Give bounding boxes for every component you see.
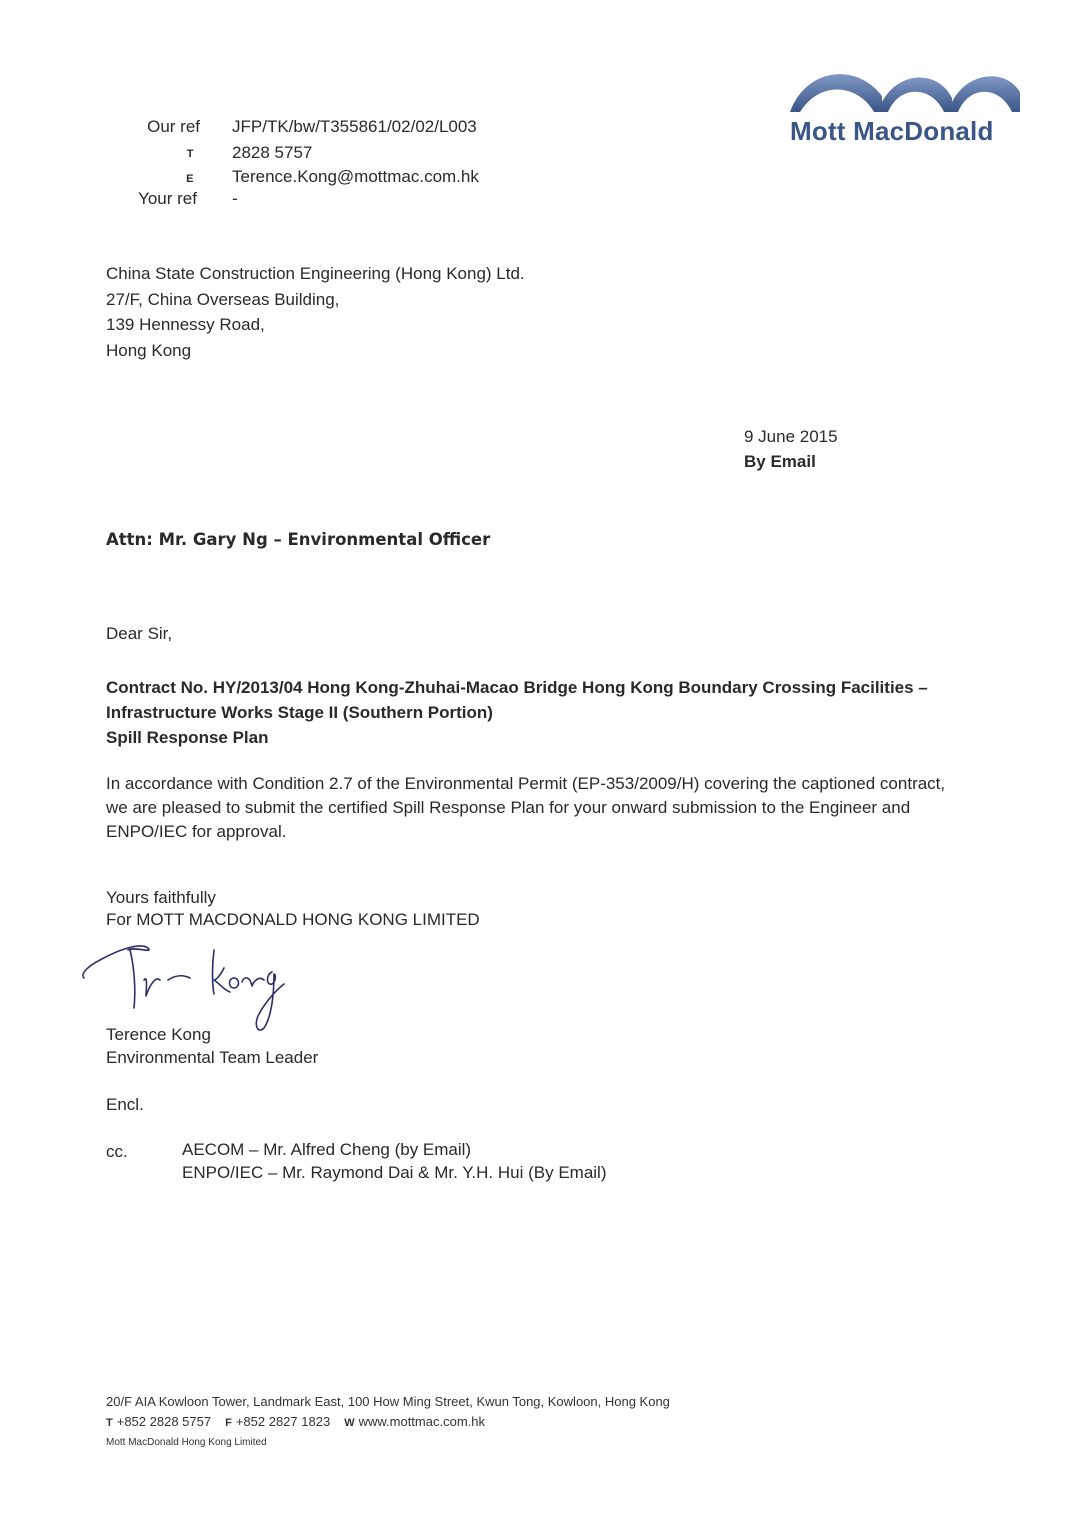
recipient-line: 27/F, China Overseas Building, — [106, 290, 340, 309]
footer-web-label: W — [344, 1417, 355, 1429]
footer-fax-label: F — [225, 1417, 232, 1429]
letter-date: 9 June 2015 — [744, 427, 838, 446]
footer-address: 20/F AIA Kowloon Tower, Landmark East, 100 How Ming Street, Kwun Tong, Kowloon, Hong Kong — [106, 1394, 670, 1409]
closing-company: For MOTT MACDONALD HONG KONG LIMITED — [106, 910, 480, 929]
cc-line: ENPO/IEC – Mr. Raymond Dai & Mr. Y.H. Hui (By Email) — [182, 1163, 607, 1182]
subject-line: Spill Response Plan — [106, 728, 269, 747]
our-ref-value: JFP/TK/bw/T355861/02/02/L003 — [232, 117, 477, 136]
company-logo-text: Mott MacDonald — [790, 116, 994, 146]
salutation: Dear Sir, — [106, 624, 173, 643]
body-line: we are pleased to submit the certified Spill Response Plan for your onward submission to the Engineer and — [106, 798, 911, 817]
footer-contacts — [106, 1413, 485, 1432]
recipient-line: 139 Hennessy Road, — [106, 315, 265, 334]
signatory-title: Environmental Team Leader — [106, 1048, 319, 1067]
your-ref-value: - — [232, 189, 238, 208]
enclosure-note: Encl. — [106, 1095, 144, 1114]
our-ref-label: Our ref — [147, 117, 200, 136]
footer-tel-label: T — [106, 1417, 113, 1429]
cc-line: AECOM – Mr. Alfred Cheng (by Email) — [182, 1140, 472, 1159]
tel-label: T — [186, 148, 194, 160]
signatory-name: Terence Kong — [106, 1025, 211, 1044]
email-value: Terence.Kong@mottmac.com.hk — [232, 167, 479, 186]
footer-tel: +852 2828 5757 — [116, 1414, 212, 1429]
closing-line: Yours faithfully — [106, 888, 216, 907]
footer-web: www.mottmac.com.hk — [358, 1414, 485, 1429]
handwritten-signature — [74, 936, 294, 1036]
delivery-method: By Email — [744, 452, 816, 471]
subject-line: Infrastructure Works Stage II (Southern Portion) — [106, 703, 493, 722]
recipient-line: China State Construction Engineering (Hong Kong) Ltd. — [106, 264, 525, 283]
cc-label: cc. — [106, 1142, 128, 1161]
attention-line: Attn: Mr. Gary Ng – Environmental Officer — [106, 530, 491, 549]
tel-value: 2828 5757 — [232, 143, 313, 162]
footer-fax: +852 2827 1823 — [235, 1414, 331, 1429]
body-line: ENPO/IEC for approval. — [106, 822, 287, 841]
email-label: E — [186, 173, 194, 185]
subject-line: Contract No. HY/2013/04 Hong Kong-Zhuhai-Macao Bridge Hong Kong Boundary Crossing Facilities – — [106, 678, 928, 697]
your-ref-label: Your ref — [138, 189, 197, 208]
recipient-line: Hong Kong — [106, 341, 192, 360]
body-line: In accordance with Condition 2.7 of the Environmental Permit (EP-353/2009/H) covering the captioned contract, — [106, 774, 946, 793]
footer-company: Mott MacDonald Hong Kong Limited — [106, 1437, 267, 1448]
